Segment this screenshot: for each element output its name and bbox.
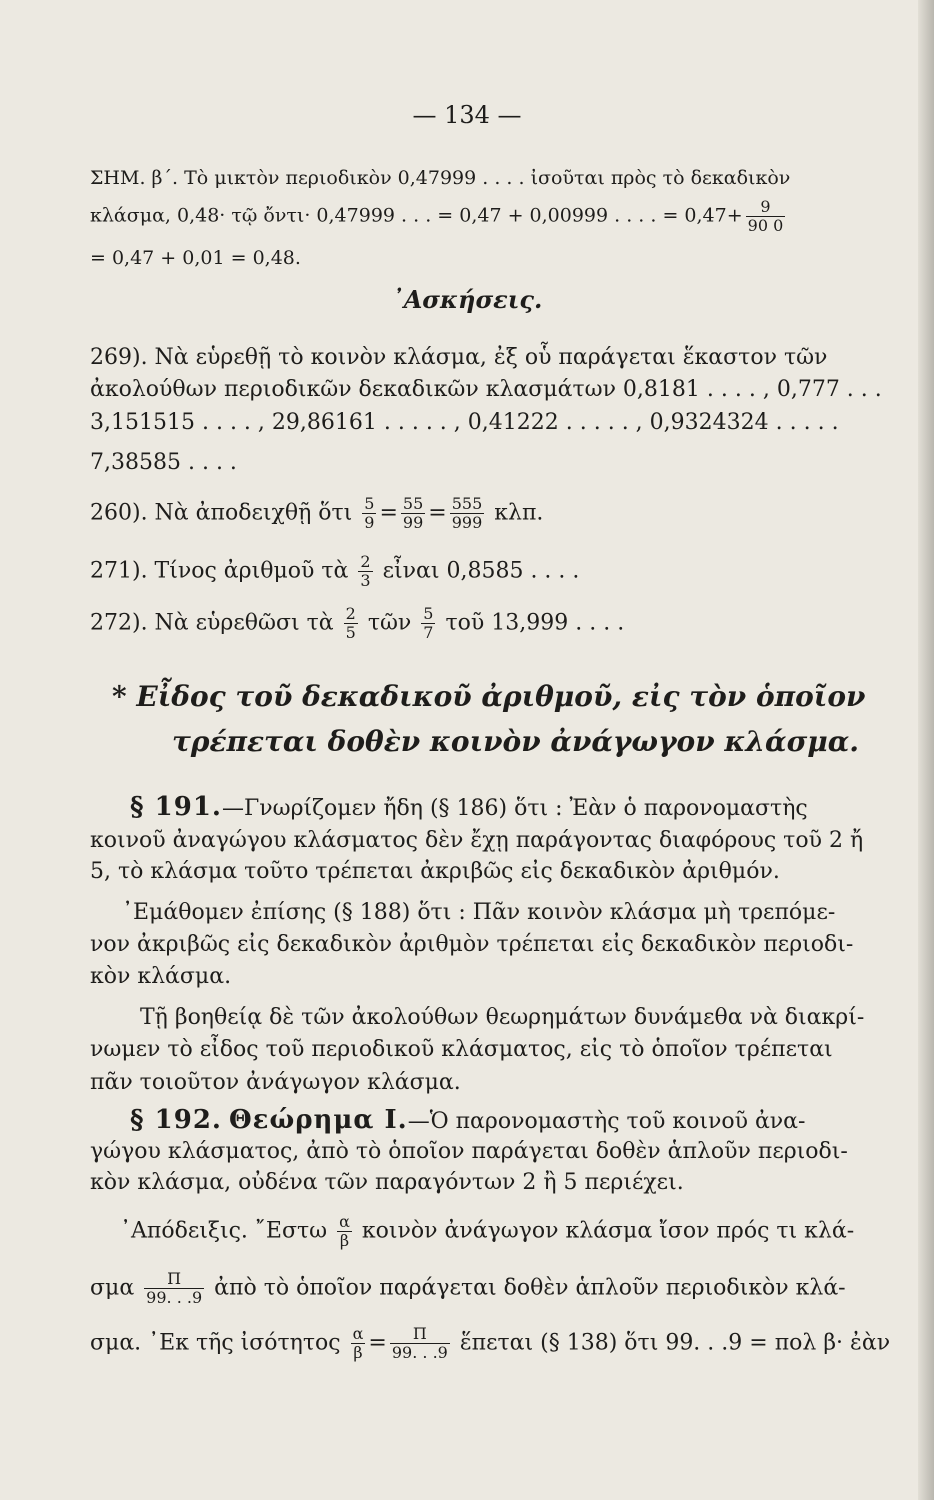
fraction [358, 553, 372, 590]
exercise-270-text: 260). Νὰ ἀποδειχθῇ ὅτι [90, 500, 353, 526]
exercise-269-line-1: 269). Νὰ εὑρεθῇ τὸ κοινὸν κλάσμα, ἐξ οὗ παράγεται ἕκαστον τῶν [90, 345, 828, 370]
exercise-271 [90, 553, 882, 590]
fraction-denominator: β [337, 1231, 352, 1250]
fraction-denominator: 90 0 [747, 216, 784, 235]
paragraph-learned-line-1: ᾿Εμάθομεν ἐπίσης (§ 188) ὅτι : Πᾶν κοινὸν κλάσμα μὴ τρεπόμε- [122, 900, 836, 925]
theorem-label: Θεώρημα Ι. [228, 1105, 408, 1135]
paragraph-help-line-3: πᾶν τοιοῦτον ἀνάγωγον κλάσμα. [90, 1070, 461, 1095]
proof-line-3: σμα. ᾿Εκ τῆς ἰσότητος $\frac{\alpha}{\beta}$ = $\frac{\Pi}{99. . .9}$ ἕπεται (§ 138) ὅτι 99. . .9 = πολ β· ἐὰν [90, 1324, 891, 1362]
note-line-2 [90, 198, 882, 235]
fraction-denominator: 99. . .9 [391, 1343, 448, 1362]
paragraph-192-line-2: γώγου κλάσματος, ἀπὸ τὸ ὁποῖον παράγεται δοθὲν ἁπλοῦν περιοδι- [90, 1139, 848, 1164]
exercise-269-line-3: 3,151515 . . . . , 29,86161 . . . . . , 0,41222 . . . . . , 0,9324324 . . . . . [90, 410, 839, 435]
fraction-denominator: 7 [423, 623, 434, 642]
fraction [337, 1213, 352, 1250]
fraction-numerator: Π [412, 1324, 427, 1343]
fraction-denominator: 99. . .9 [146, 1288, 203, 1307]
exercise-272-text: 272). Νὰ εὑρεθῶσι τὰ [90, 610, 334, 636]
fraction [144, 1270, 204, 1307]
note-text-1: Τὸ μικτὸν περιοδικὸν 0,47999 . . . . ἰσοῦται πρὸς τὸ δεκαδικὸν [184, 167, 791, 189]
paragraph-192-line-1 [130, 1105, 882, 1137]
fraction [351, 1325, 366, 1362]
fraction-numerator: Π [167, 1269, 182, 1288]
note-label: ΣΗΜ. β΄. [90, 167, 179, 189]
exercise-272 [90, 605, 882, 642]
exercise-272-suffix: τοῦ 13,999 . . . . [445, 610, 625, 636]
fraction-denominator: β [351, 1343, 366, 1362]
fraction [421, 605, 435, 642]
paragraph-191-line-2: κοινοῦ ἀναγώγου κλάσματος δὲν ἔχῃ παράγοντας διαφόρους τοῦ 2 ἤ [90, 828, 864, 853]
note-text-2: κλάσμα, 0,48· τῷ ὄντι· 0,47999 . . . = 0,47 + 0,00999 . . . . = 0,47+ [90, 204, 743, 227]
fraction [450, 495, 485, 532]
proof-text-3: σμα [90, 1275, 135, 1301]
paragraph-191-text: —Γνωρίζομεν ἤδη (§ 186) ὅτι : Ἐὰν ὁ παρονομαστὴς [221, 796, 808, 821]
fraction-denominator: 9 [364, 513, 375, 532]
exercise-272-mid: τῶν [367, 610, 412, 636]
fraction-numerator: 9 [760, 197, 771, 216]
proof-line-2 [90, 1270, 882, 1307]
proof-text-6: ἕπεται (§ 138) ὅτι 99. . .9 = πολ β· ἐὰν [459, 1330, 891, 1356]
paragraph-192-text: —Ὁ παρονομαστὴς τοῦ κοινοῦ ἀνα- [407, 1109, 806, 1134]
proof-text-2: κοινὸν ἀνάγωγον κλάσμα ἴσον πρός τι κλά- [361, 1218, 855, 1244]
fraction-numerator: α [339, 1212, 350, 1231]
paragraph-help-line-2: νωμεν τὸ εἶδος τοῦ περιοδικοῦ κλάσματος, εἰς τὸ ὁποῖον τρέπεται [90, 1037, 833, 1062]
fraction-numerator: α [352, 1324, 364, 1343]
note-line-3: = 0,47 + 0,01 = 0,48. [90, 247, 301, 269]
proof-text-4: ἀπὸ τὸ ὁποῖον παράγεται δοθὲν ἁπλοῦν περιοδικὸν κλά- [214, 1275, 846, 1301]
fraction-numerator: 555 [451, 494, 483, 513]
exercise-271-text: 271). Τίνος ἀριθμοῦ τὰ [90, 558, 349, 584]
fraction-denominator: 5 [345, 623, 356, 642]
note-fraction [746, 198, 786, 235]
fraction-numerator: 55 [402, 494, 424, 513]
section-heading-line-2: τρέπεται δοθὲν κοινὸν ἀνάγωγον κλάσμα. [172, 725, 859, 758]
paragraph-191-line-1 [130, 792, 882, 824]
exercise-271-suffix: εἶναι 0,8585 . . . . [382, 558, 580, 584]
fraction-denominator: 999 [451, 513, 483, 532]
section-number-192: § 192. [130, 1105, 222, 1135]
paragraph-192-line-3: κὸν κλάσμα, οὐδένα τῶν παραγόντων 2 ἢ 5 περιέχει. [90, 1170, 684, 1195]
fraction-denominator: 3 [360, 571, 371, 590]
exercise-270-suffix: κλπ. [494, 500, 544, 526]
exercise-269-line-2: ἀκολούθων περιοδικῶν δεκαδικῶν κλασμάτων 0,8181 . . . . , 0,777 . . . [90, 377, 882, 402]
exercise-269-line-4: 7,38585 . . . . [90, 450, 237, 475]
paragraph-learned-line-3: κὸν κλάσμα. [90, 964, 232, 989]
fraction [344, 605, 358, 642]
proof-text-1: ᾿Απόδειξις. ῎Εστω [120, 1218, 328, 1244]
section-heading-line-1: * Εἶδος τοῦ δεκαδικοῦ ἀριθμοῦ, εἰς τὸν ὁποῖον [112, 680, 866, 713]
paragraph-help-line-1: Τῇ βοηθείᾳ δὲ τῶν ἀκολούθων θεωρημάτων δυνάμεθα νὰ διακρί- [140, 1005, 865, 1030]
exercises-title: ᾿Ασκήσεις. [391, 285, 543, 314]
fraction-numerator: 2 [345, 604, 356, 623]
exercise-270: 260). Νὰ ἀποδειχθῇ ὅτι $\frac{5}{9}$ = $\frac{55}{99}$ = $\frac{555}{999}$ κλπ. [90, 494, 544, 532]
paragraph-191-line-3: 5, τὸ κλάσμα τοῦτο τρέπεται ἀκριβῶς εἰς δεκαδικὸν ἀριθμόν. [90, 859, 780, 884]
section-number-191: § 191. [130, 792, 222, 822]
proof-text-5: σμα. ᾿Εκ τῆς ἰσότητος [90, 1330, 341, 1356]
fraction-numerator: 2 [360, 552, 371, 571]
page-number: — 134 — [412, 101, 522, 129]
proof-line-1 [120, 1213, 882, 1250]
fraction [401, 495, 425, 532]
fraction-numerator: 5 [364, 494, 375, 513]
fraction [390, 1325, 450, 1362]
paragraph-learned-line-2: νον ἀκριβῶς εἰς δεκαδικὸν ἀριθμὸν τρέπεται εἰς δεκαδικὸν περιοδι- [90, 932, 854, 957]
fraction-denominator: 99 [402, 513, 424, 532]
fraction-numerator: 5 [423, 604, 434, 623]
note-line-1 [90, 163, 882, 193]
fraction [362, 495, 376, 532]
